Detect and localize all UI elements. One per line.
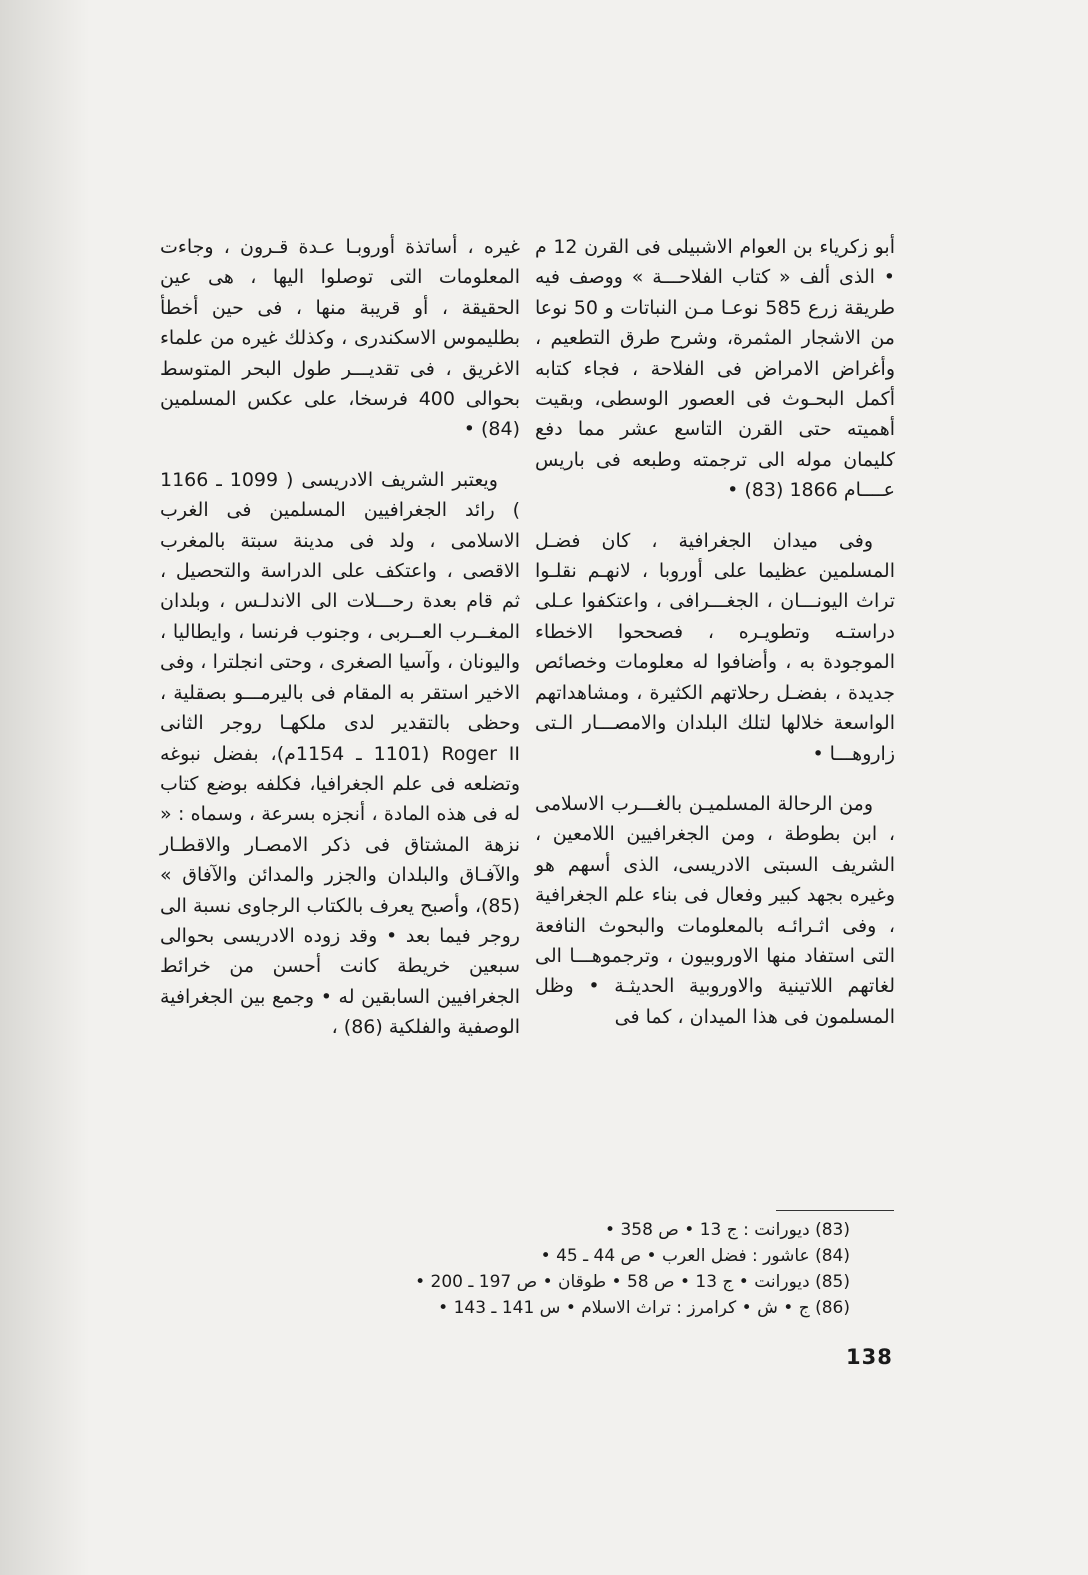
footnote-separator bbox=[776, 1210, 894, 1211]
paragraph: أبو زكرياء بن العوام الاشبيلى فى القرن 12 م • الذى ألف « كتاب الفلاحـــة » ووصف فيه طريقة زرع 585 نوعـا مـن النباتات و 50 نوعا من الاشجار المثمرة، وشرح طرق التطعيم ، وأغراض الامراض فى الفلاحة ، فجاء كتابه أكمل البحـوث فى العصور الوسطى، وبقيت أهميته حتى القرن التاسع عشر مما دفع كليمان موله الى ترجمته وطبعه فى باريس عــــام 1866 (83) • bbox=[535, 236, 895, 502]
text-column-left bbox=[160, 232, 520, 1063]
footnote: (85) ديورانت • ج 13 • ص 58 • طوقان • ص 197 ـ 200 • bbox=[415, 1272, 850, 1292]
page-edge-shadow bbox=[0, 0, 90, 1575]
paragraph: غيره ، أساتذة أوروبـا عـدة قـرون ، وجاءت المعلومات التى توصلوا اليها ، هى عين الحقيقة ، أو قريبة منها ، فى حين أخطأ بطليموس الاسكندرى ، وكذلك غيره من علماء الاغريق ، فى تقديـــر طول البحر المتوسط بحوالى 400 فرسخا، على عكس المسلمين (84) • bbox=[160, 236, 520, 441]
paragraph: وفى ميدان الجغرافية ، كان فضـل المسلمين عظيما على أوروبا ، لانهـم نقلـوا تراث اليونـــان ، الجغـــرافى ، واعتكفوا عـلى دراستـه وتطويـره ، فصححوا الاخطاء الموجودة به ، وأضافوا له معلومات وخصائص جديدة ، بفضـل رحلاتهم الكثيرة ، ومشاهداتهم الواسعة خلالها لتلك البلدان والامصـــار الـتى زاروهـــا • bbox=[535, 529, 895, 765]
footnotes bbox=[415, 1217, 850, 1321]
footnote: (83) ديورانت : ج 13 • ص 358 • bbox=[605, 1220, 850, 1240]
paragraph: ومن الرحالة المسلميـن بالغـــرب الاسلامى ، ابن بطوطة ، ومن الجغرافيين اللامعين ، الشريف السبتى الادريسى، الذى أسهم هو وغيره بجهد كبير وفعال فى بناء علم الجغرافية ، وفى اثـرائـه بالمعلومات والبحوث النافعة التى استفاد منها الاوروبيون ، وترجموهـــا الى لغاتهم اللاتينية والاوروبية الحديثـة • وظل المسلمون فى هذا الميدان ، كما فى bbox=[535, 792, 895, 1028]
paragraph: ويعتبر الشريف الادريسى ( 1099 ـ 1166 ) رائد الجغرافيين المسلمين فى الغرب الاسلامى ، ولد فى مدينة سبتة بالمغرب الاقصى ، واعتكف على الدراسة والتحصيل ، ثم قام بعدة رحـــلات الى الاندلـس ، وبلدان المغــرب العــربى ، وجنوب فرنسا ، وايطاليا ، واليونان ، وآسيا الصغرى ، وحتى انجلترا ، وفى الاخير استقر به المقام فى باليرمـــو بصقلية ، وحظى بالتقدير لدى ملكهـا روجر الثانى Roger II (1101 ـ 1154م)، بفضل نبوغه وتضلعه فى علم الجغرافيا، فكلفه بوضع كتاب له فى هذه المادة ، أنجزه بسرعة ، وسماه : « نزهة المشتاق فى ذكر الامصـار والاقطـار والآفـاق والبلدان والجزر والمدائن والآفاق » (85)، وأصبح يعرف بالكتاب الرجاوى نسبة الى روجر فيما بعد • وقد زوده الادريسى بحوالى سبعين خريطة كانت أحسن من خرائط الجغرافيين السابقين له • وجمع بين الجغرافية الوصفية والفلكية (86) ، bbox=[160, 468, 521, 1039]
page-number: 138 bbox=[846, 1345, 893, 1369]
footnote: (86) ج • ش • كرامرز : تراث الاسلام • س 141 ـ 143 • bbox=[438, 1298, 850, 1318]
text-column-right bbox=[535, 232, 895, 1052]
footnote: (84) عاشور : فضل العرب • ص 44 ـ 45 • bbox=[540, 1246, 850, 1266]
